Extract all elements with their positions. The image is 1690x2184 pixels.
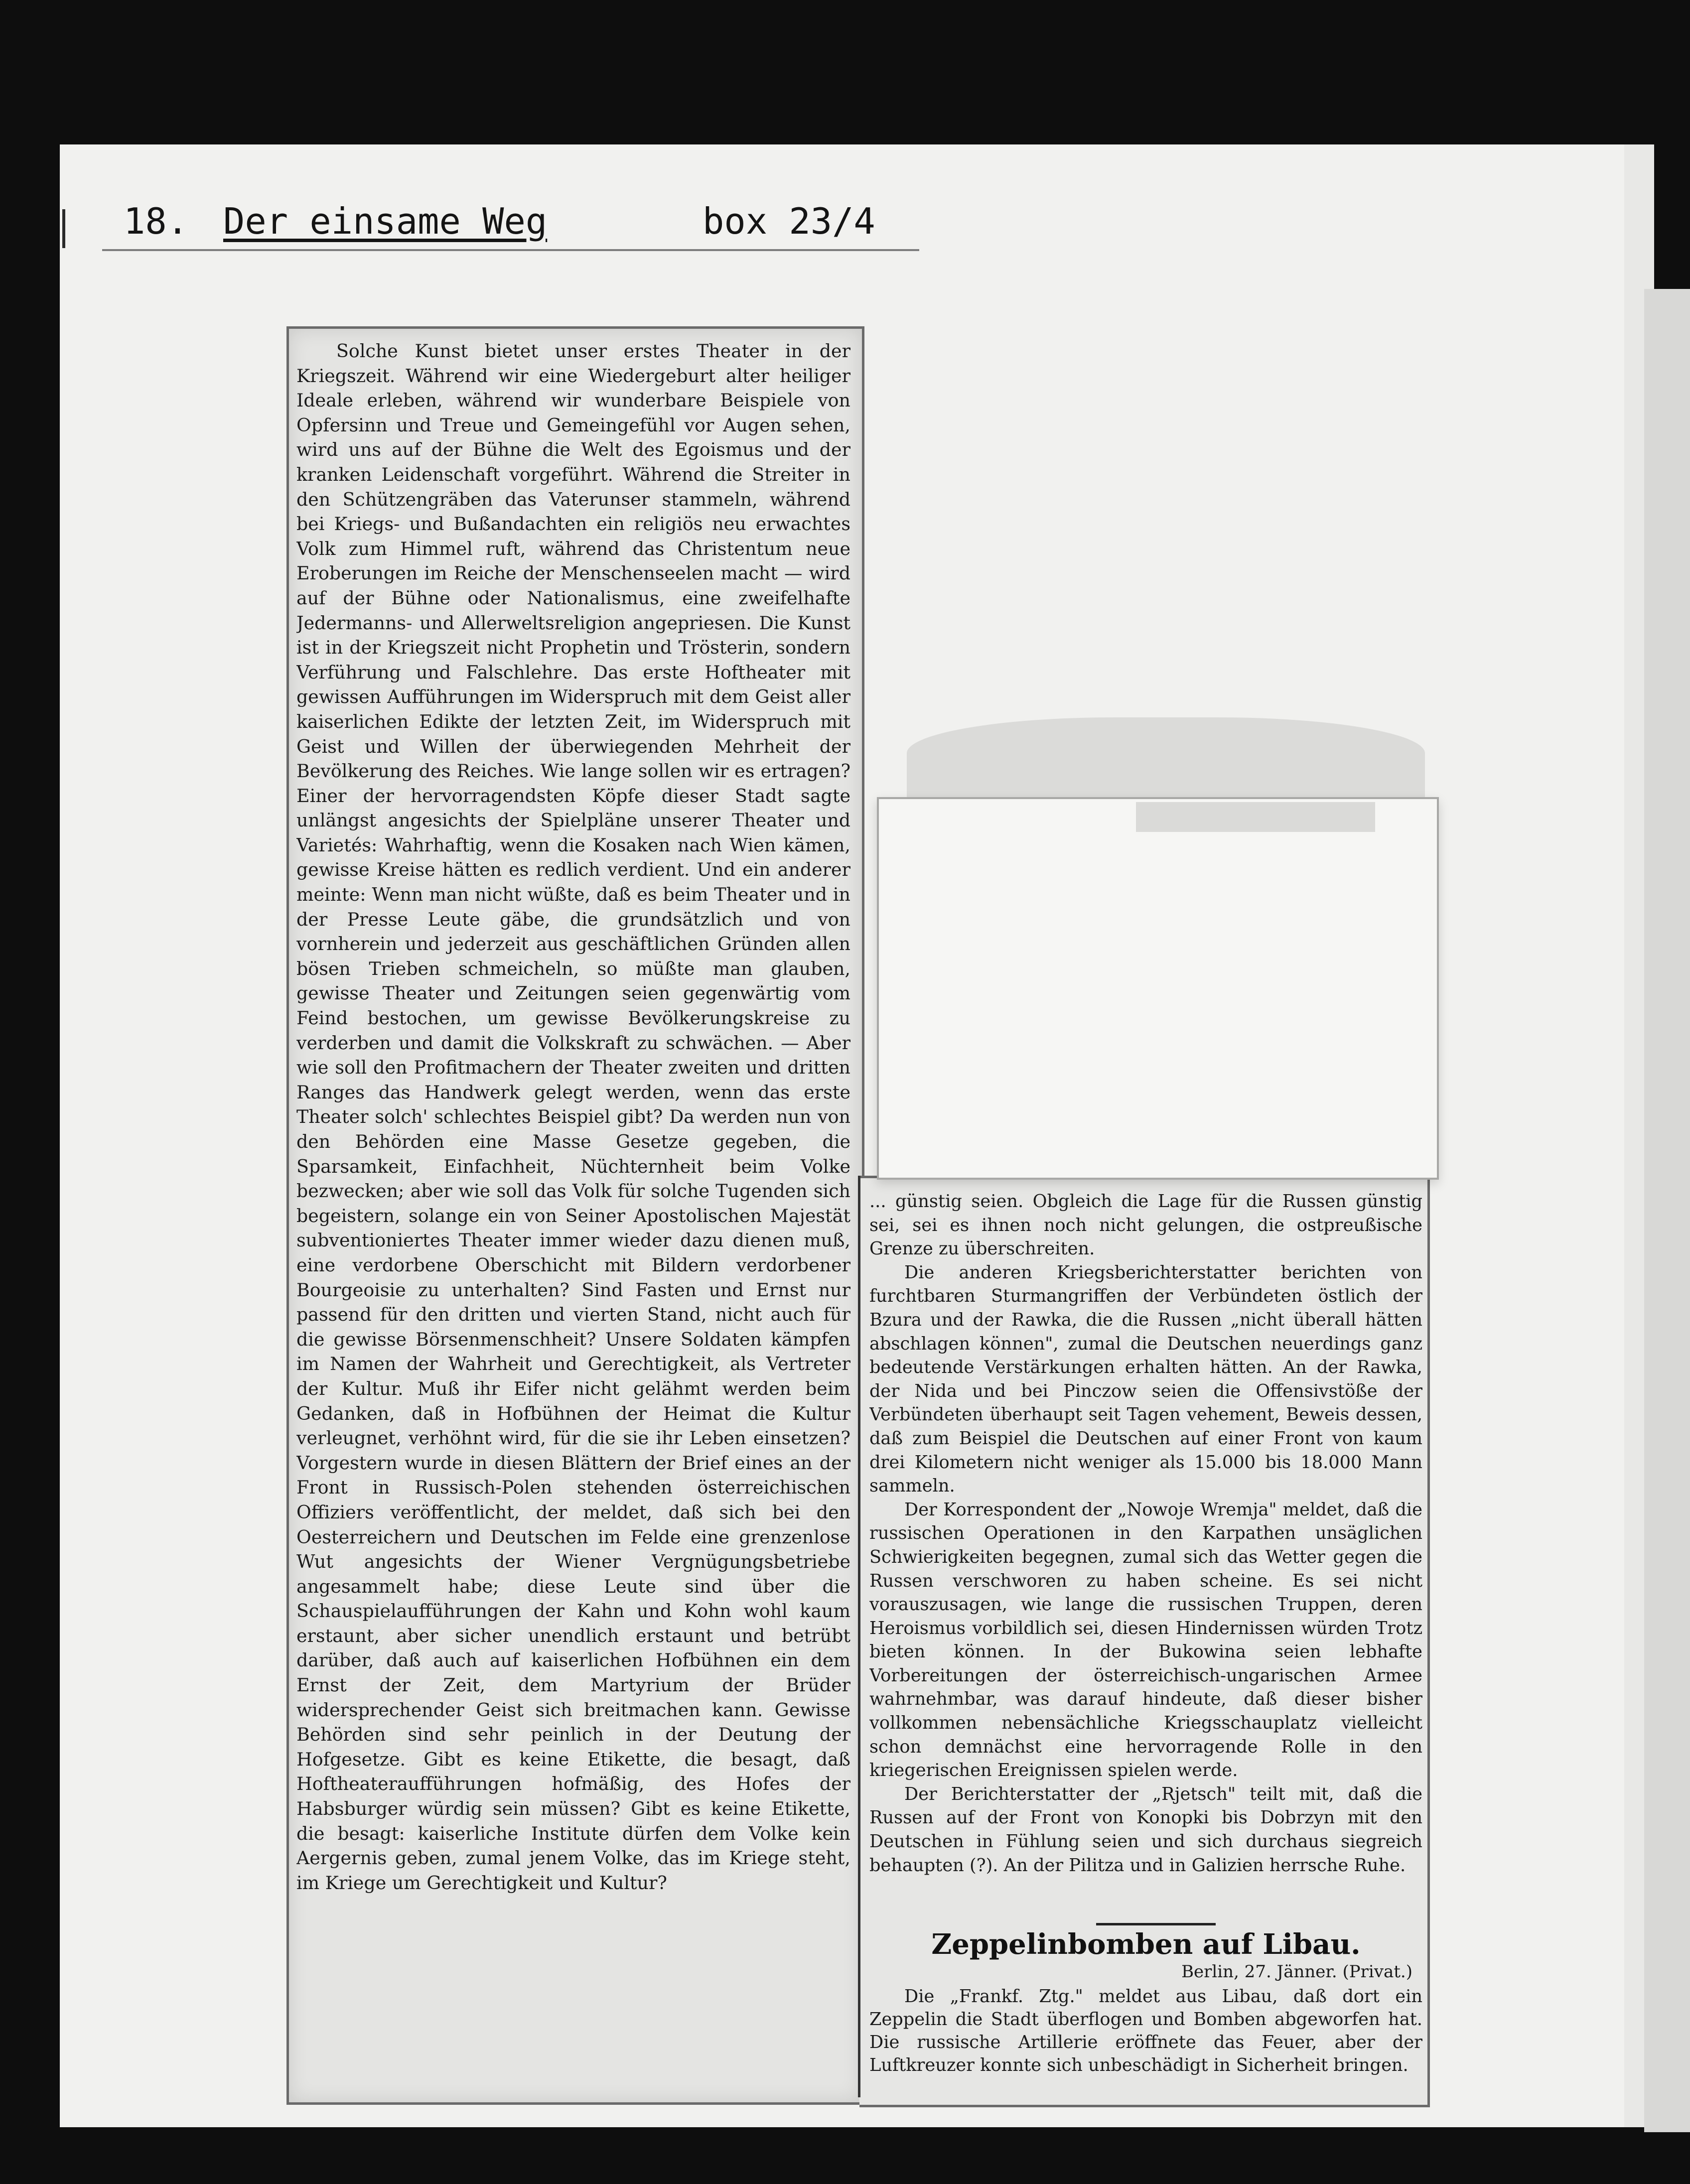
right-paragraph: Der Korrespondent der „Nowoje Wremja" meldet, daß die russischen Operationen in den Karpathen unsäglichen Schwierigkeiten begegnen, zumal sich das Wetter gegen die Russen verschworen zu haben scheine. Es sei nicht vorauszusagen, wie lange die russischen Truppen, deren Heroismus vorbildlich sei, diesen Hindernissen würden Trotz bieten können. In der Bukowina seien lebhafte Vorbereitungen der österreichisch-ungarischen Armee wahrnehmbar, was darauf hindeute, daß dieser bisher vollkommen nebensächliche Kriegsschauplatz vielleicht schon demnächst eine hervorragende Rolle in den kriegerischen Ereignissen spielen werde. bbox=[869, 1499, 1422, 1781]
right-paragraph: Der Berichterstatter der „Rjetsch" teilt mit, daß die Russen auf der Front von Konopki bis Dobrzyn mit den Deutschen in Fühlung seien und sich durchaus siegreich behaupten (?). An der Pilitza und in Galizien herrsche Ruhe. bbox=[869, 1783, 1422, 1876]
right-paragraph: ... günstig seien. Obgleich die Lage für die Russen günstig sei, sei es ihnen noch nicht gelungen, die ostpreußische Grenze zu überschreiten. bbox=[869, 1191, 1422, 1259]
folder-number: 18. bbox=[124, 200, 189, 242]
right-paragraph: Die anderen Kriegsberichterstatter berichten von furchtbaren Sturmangriffen der Verbündeten östlich der Bzura und der Rawka, die die Russen „nicht überall hätten abschlagen können", zumal die Deutschen neuerdings ganz bedeutende Verstärkungen erhalten hätten. An der Rawka, der Nida und bei Pinczow seien die Offensivstöße der Verbündeten überhaupt seit Tagen vehement, Beweis dessen, daß zum Beispiel die Deutschen auf einer Front von kaum drei Kilometern nicht weniger als 15.000 bis 18.000 Mann sammeln. bbox=[869, 1262, 1422, 1497]
article-headline: Zeppelinbomben auf Libau. bbox=[931, 1928, 1361, 1961]
box-label: box 23/4 bbox=[703, 200, 875, 242]
article-right-column bbox=[869, 1190, 1422, 1917]
paper-shadow bbox=[907, 717, 1425, 807]
header-rule bbox=[102, 249, 919, 251]
article-bottom-paragraph: Die „Frankf. Ztg." meldet aus Libau, daß dort ein Zeppelin die Stadt überflogen und Bomben abgeworfen hat. Die russische Artillerie eröffnete das Feuer, aber der Luftkreuzer konnte sich unbeschädigt in Sicherheit bringen. bbox=[869, 1986, 1422, 2075]
article-left-column: Solche Kunst bietet unser erstes Theater in der Kriegszeit. Während wir eine Wiedergeburt alter heiliger Ideale erleben, während wir wunderbare Beispiele von Opfersinn und Treue und Gemeingefühl vor Augen sehen, wird uns auf der Bühne die Welt des Egoismus und der kranken Leidenschaft vorgeführt. Während die Streiter in den Schützengräben das Vaterunser stammeln, während bei Kriegs- und Bußandachten ein religiös neu erwachtes Volk zum Himmel ruft, während das Christentum neue Eroberungen im Reiche der Menschenseelen macht — wird auf der Bühne oder Nationalismus, eine zweifelhafte Jedermanns- und Allerweltsreligion angepriesen. Die Kunst ist in der Kriegszeit nicht Prophetin und Trösterin, sondern Verführung und Falschlehre. Das erste Hoftheater mit gewissen Aufführungen im Widerspruch mit dem Geist aller kaiserlichen Edikte der letzten Zeit, im Widerspruch mit Geist und Willen der überwiegenden Mehrheit der Bevölkerung des Reiches. Wie lange sollen wir es ertragen? Einer der hervorragendsten Köpfe dieser Stadt sagte unlängst angesichts der Spielpläne unserer Theater und Varietés: Wahrhaftig, wenn die Kosaken nach Wien kämen, gewisse Kreise hätten es redlich verdient. Und ein anderer meinte: Wenn man nicht wüßte, daß es beim Theater und in der Presse Leute gäbe, die grundsätzlich und von vornherein und jederzeit aus geschäftlichen Gründen allen bösen Trieben schmeicheln, so müßte man glauben, gewisse Theater und Zeitungen seien gegenwärtig vom Feind bestochen, um gewisse Bevölkerungskreise zu verderben und damit die Volkskraft zu schwächen. — Aber wie soll den Profitmachern der Theater zweiten und dritten Ranges das Handwerk gelegt werden, wenn das erste Theater solch' schlechtes Beispiel gibt? Da werden nun von den Behörden eine Masse Gesetze gegeben, die Sparsamkeit, Einfachheit, Nüchternheit beim Volke bezwecken; aber wie soll das Volk für solche Tugenden sich begeistern, solange ein von Seiner Apostolischen Majestät subventioniertes Theater immer wieder dazu dienen muß, eine verdorbene Oberschicht mit Bildern verdorbener Bourgeoisie zu unterhalten? Sind Fasten und Ernst nur passend für den dritten und vierten Stand, nicht auch für die gewisse Börsenmenschheit? Unsere Soldaten kämpfen im Namen der Wahrheit und Gerechtigkeit, als Vertreter der Kultur. Muß ihr Eifer nicht gelähmt werden beim Gedanken, daß in Hofbühnen der Heimat die Kultur verleugnet, verhöhnt wird, für die sie ihr Leben einsetzen? Vorgestern wurde in diesen Blättern der Brief eines an der Front in Russisch-Polen stehenden österreichischen Offiziers veröffentlicht, der meldet, daß sich bei den Oesterreichern und Deutschen im Felde eine grenzenlose Wut angesichts der Wiener Vergnügungsbetriebe angesammelt habe; diese Leute sind über die Schauspielaufführungen der Kahn und Kohn wohl kaum erstaunt, aber sicher unendlich erstaunt und betrübt darüber, daß auch auf kaiserlichen Hofbühnen ein dem Ernst der Zeit, dem Martyrium der Brüder widersprechender Geist sich breitmachen kann. Gewisse Behörden sind sehr peinlich in der Deutung der Hofgesetze. Gibt es keine Etikette, die besagt, daß Hoftheateraufführungen hofmäßig, des Hofes der Habsburger würdig sein müssen? Gibt es keine Etikette, die besagt: kaiserliche Institute dürfen dem Volke kein Aergernis geben, zumal jenem Volke, das im Kriege steht, im Kriege um Gerechtigkeit und Kultur? bbox=[296, 340, 850, 1894]
column-divider bbox=[858, 1176, 860, 2097]
pasted-paper-slip bbox=[877, 797, 1439, 1180]
article-dateline: Berlin, 27. Jänner. (Privat.) bbox=[1181, 1962, 1412, 1982]
folder-title: Der einsame Weg bbox=[223, 200, 548, 242]
folder-header bbox=[65, 200, 922, 245]
underlying-card bbox=[1644, 289, 1690, 2132]
section-separator bbox=[1096, 1923, 1216, 1925]
faded-stamp bbox=[1136, 802, 1375, 832]
